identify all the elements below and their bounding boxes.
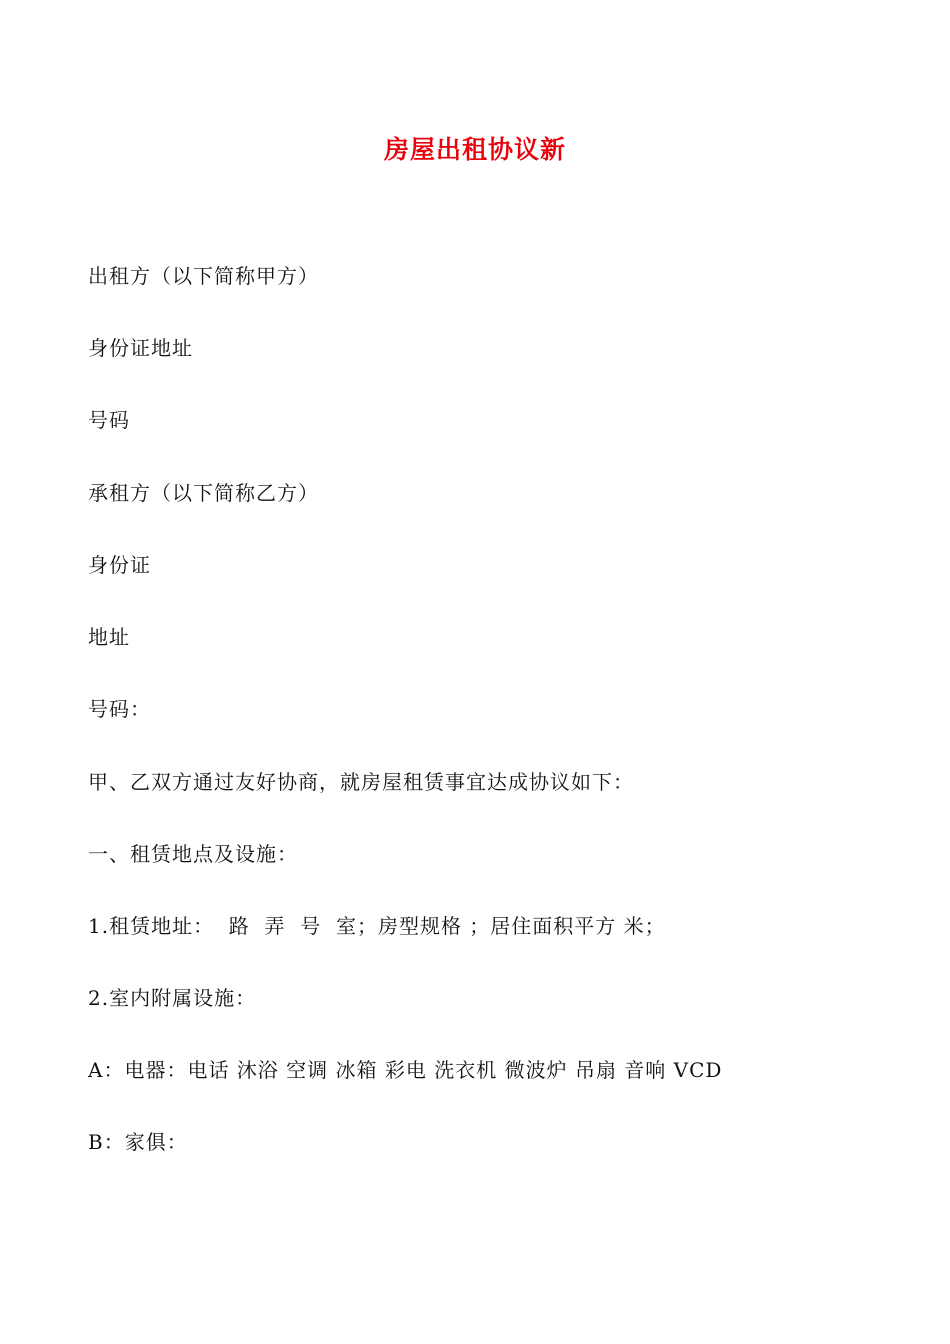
rental-address-line: 1.租赁地址： 路 弄 号 室；房型规格 ；居住面积平方 米； — [88, 914, 666, 938]
lessor-id-address-line: 身份证地址 — [88, 336, 193, 360]
lessor-line: 出租方（以下简称甲方） — [88, 264, 319, 288]
lessee-address-line: 地址 — [88, 625, 130, 649]
agreement-intro-line: 甲、乙双方通过友好协商，就房屋租赁事宜达成协议如下： — [88, 770, 634, 794]
lessor-number-line: 号码 — [88, 408, 130, 432]
lessee-line: 承租方（以下简称乙方） — [88, 481, 319, 505]
section-one-heading: 一、租赁地点及设施： — [88, 842, 298, 866]
facilities-line: 2.室内附属设施： — [88, 986, 257, 1010]
furniture-line: B：家俱： — [88, 1130, 188, 1154]
appliances-line: A：电器：电话 沐浴 空调 冰箱 彩电 洗衣机 微波炉 吊扇 音响 VCD — [88, 1058, 723, 1082]
lessee-number-line: 号码： — [88, 697, 151, 721]
document-title: 房屋出租协议新 — [383, 135, 566, 164]
lessee-id-line: 身份证 — [88, 553, 151, 577]
